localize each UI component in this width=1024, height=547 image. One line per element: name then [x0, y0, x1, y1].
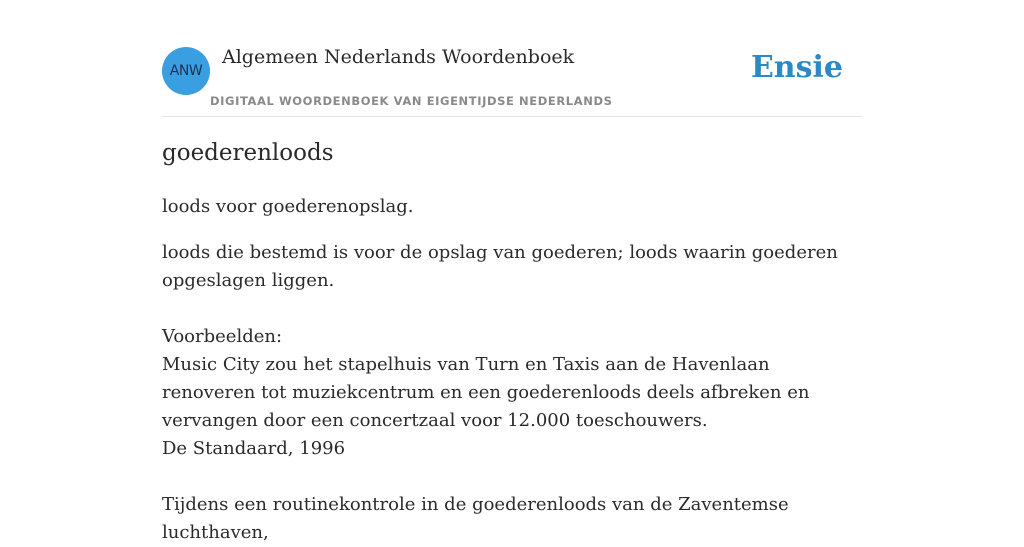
example-text: Music City zou het stapelhuis van Turn en Taxis aan de Havenlaan renoveren tot muziekcentrum en een goederenloods deels afbreken en vervangen door een concertzaal voor 12.000 toeschouwers.: [162, 354, 810, 431]
short-definition: loods voor goederenopslag.: [162, 196, 414, 217]
entry-content: [162, 239, 862, 547]
anw-logo[interactable]: [162, 47, 210, 95]
examples-label: Voorbeelden:: [162, 326, 283, 347]
site-name[interactable]: Algemeen Nederlands Woordenboek: [222, 46, 575, 68]
site-header: [162, 0, 862, 117]
example-text: Tijdens een routinekontrole in de goederenloods van de Zaventemse luchthaven,: [162, 494, 789, 543]
page-title: goederenloods: [162, 140, 334, 166]
page: [162, 0, 862, 543]
example-source: De Standaard, 1996: [162, 438, 346, 459]
ensie-brand-link[interactable]: Ensie: [750, 50, 843, 85]
logo-text: ANW: [169, 63, 203, 79]
definition-text: loods die bestemd is voor de opslag van goederen; loods waarin goederen opgeslagen liggen.: [162, 242, 838, 291]
site-tagline: DIGITAAL WOORDENBOEK VAN EIGENTIJDSE NEDERLANDS: [210, 94, 613, 108]
